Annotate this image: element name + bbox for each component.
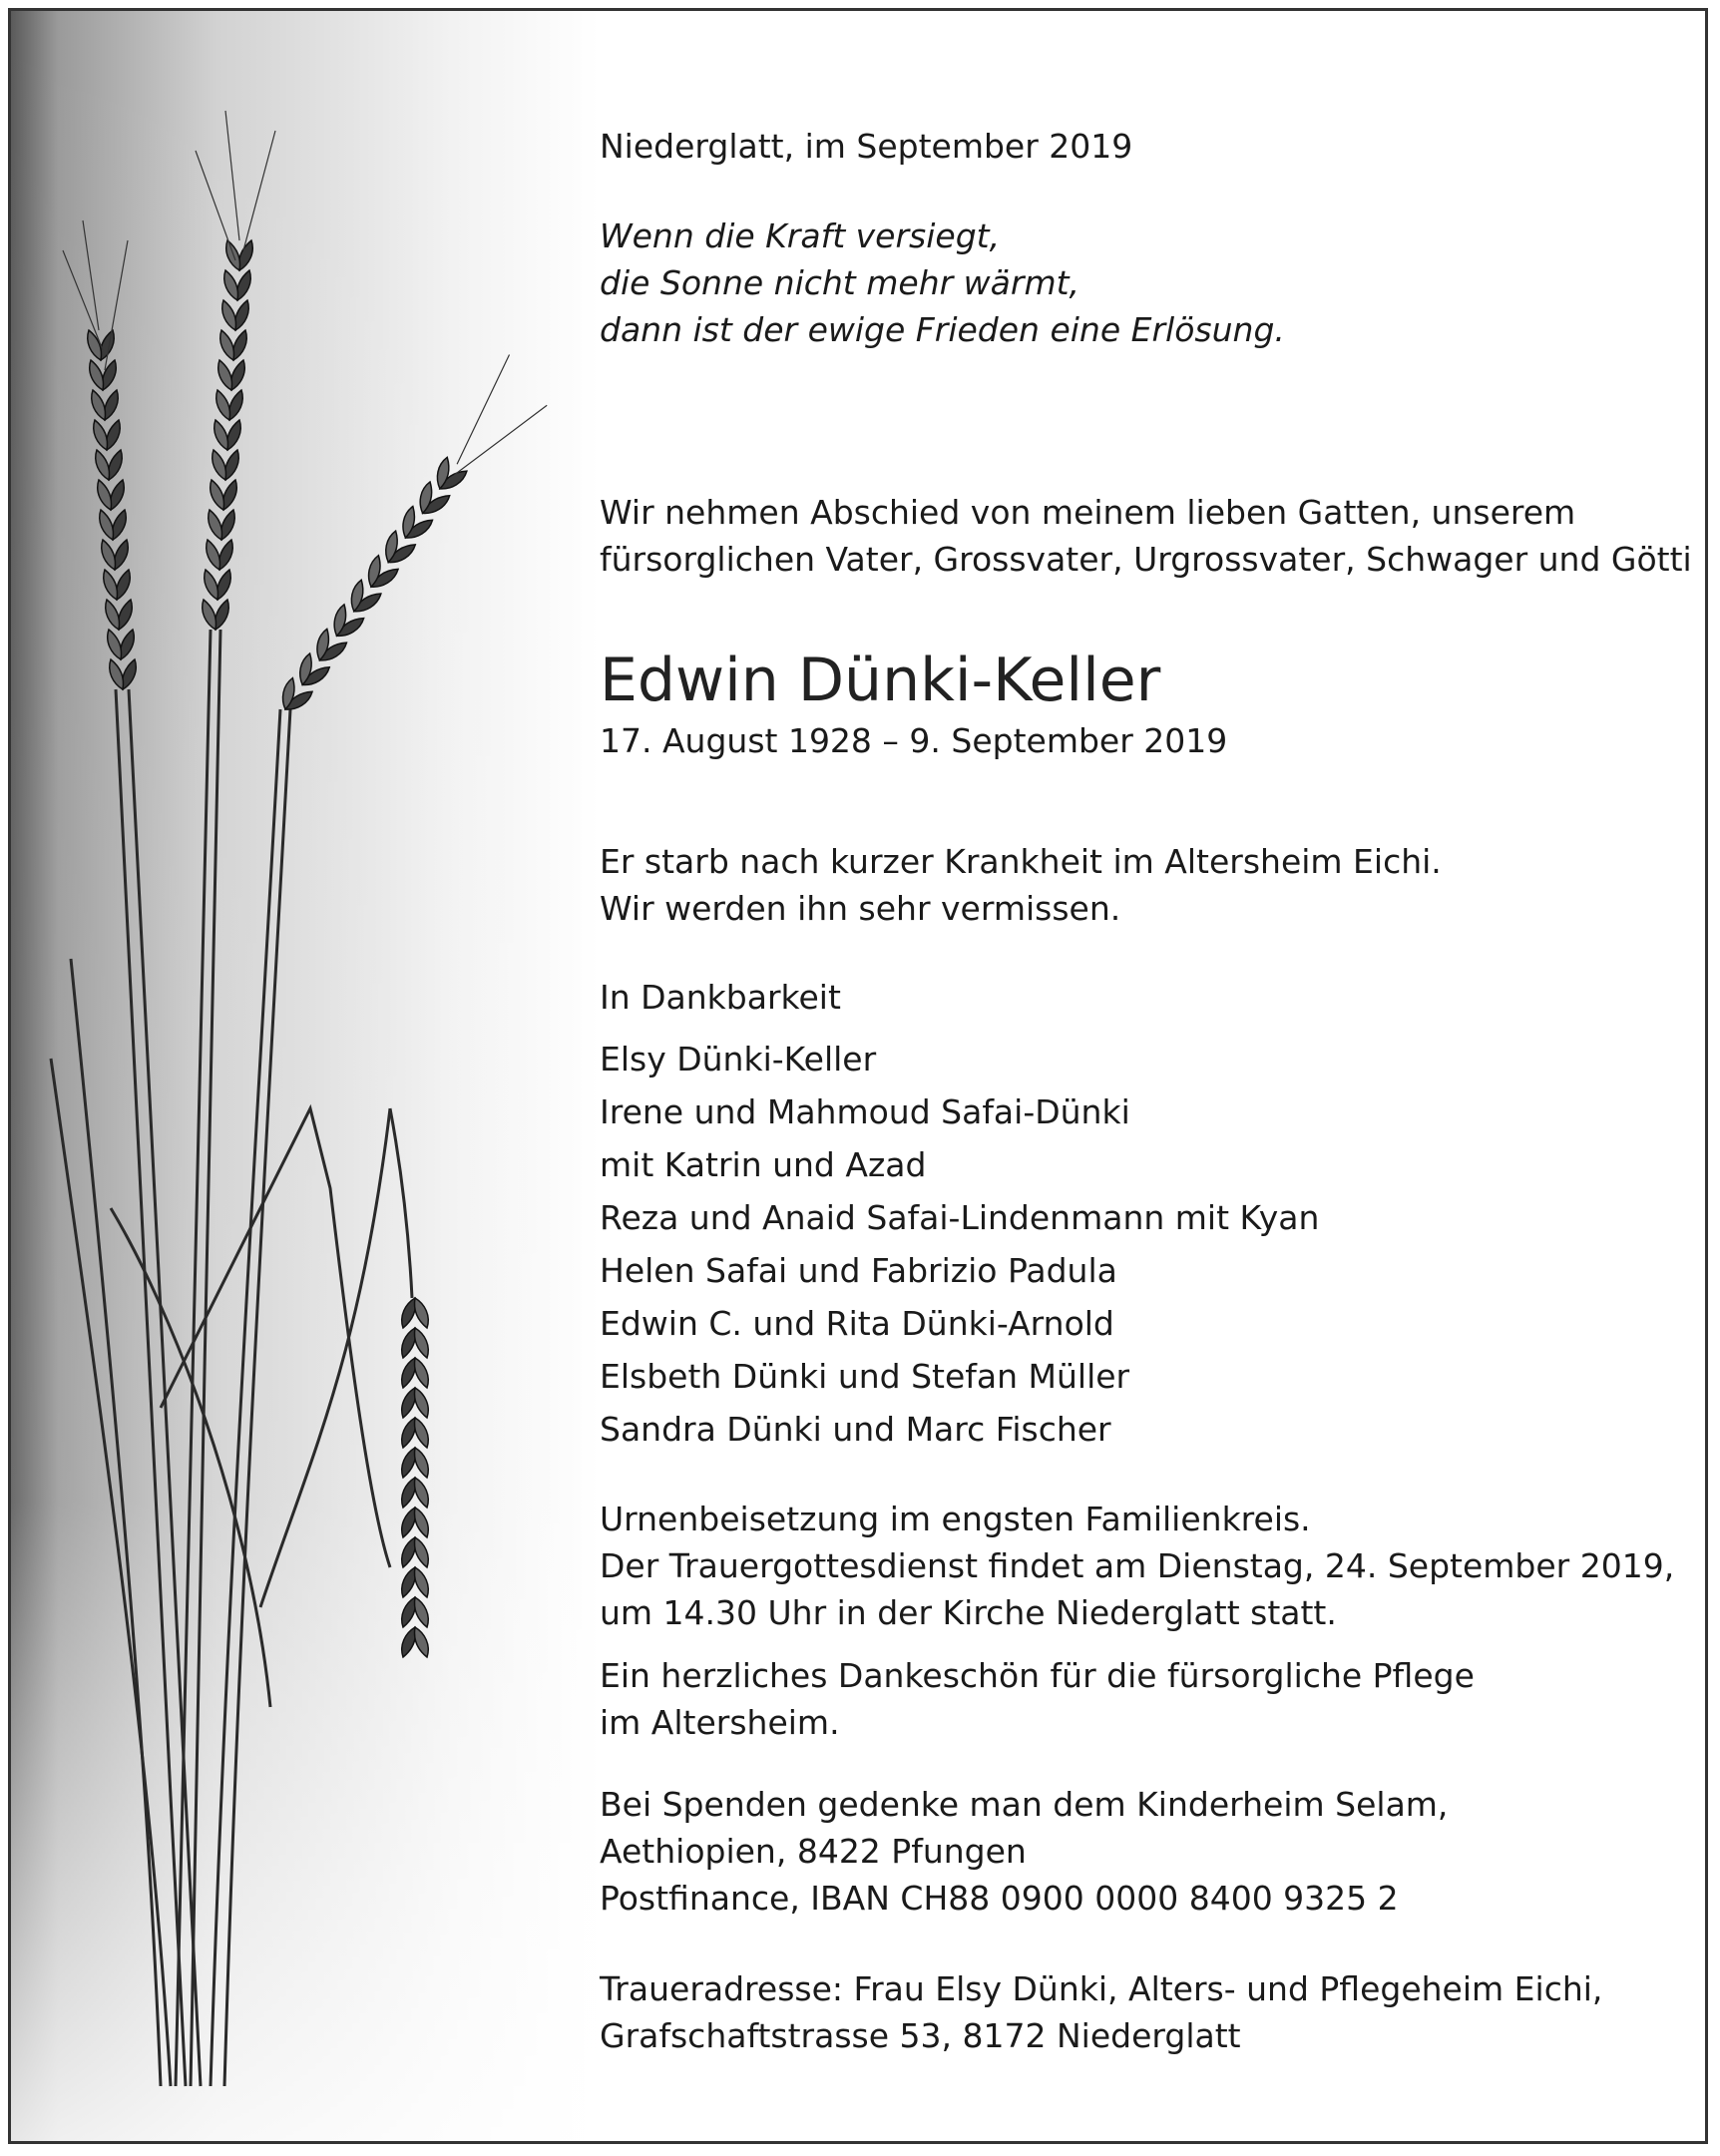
message-line: Er starb nach kurzer Krankheit im Altersheim Eichi. <box>600 842 1442 881</box>
wheat-ears-icon <box>11 11 600 2141</box>
intro-line: fürsorglichen Vater, Grossvater, Urgrossvater, Schwager und Götti <box>600 540 1692 579</box>
mourner: Helen Safai und Fabrizio Padula <box>600 1251 1117 1290</box>
intro-line: Wir nehmen Abschied von meinem lieben Gatten, unserem <box>600 493 1576 532</box>
service-line: Der Trauergottesdienst findet am Dienstag, 24. September 2019, <box>600 1546 1675 1585</box>
place-date: Niederglatt, im September 2019 <box>600 127 1133 166</box>
mourner: Edwin C. und Rita Dünki-Arnold <box>600 1304 1114 1343</box>
thanks-line: Ein herzliches Dankeschön für die fürsorgliche Pflege <box>600 1656 1475 1695</box>
mourner: Sandra Dünki und Marc Fischer <box>600 1410 1111 1449</box>
service-line: Urnenbeisetzung im engsten Familienkreis. <box>600 1500 1311 1538</box>
donation-line: Postfinance, IBAN CH88 0900 0000 8400 9325 2 <box>600 1879 1399 1918</box>
deceased-name: Edwin Dünki-Keller <box>600 646 1161 715</box>
donation-line: Bei Spenden gedenke man dem Kinderheim Selam, <box>600 1785 1449 1824</box>
mourner: Elsy Dünki-Keller <box>600 1040 877 1078</box>
donation-line: Aethiopien, 8422 Pfungen <box>600 1832 1027 1871</box>
poem-line: die Sonne nicht mehr wärmt, <box>600 263 1080 302</box>
thanks-line: im Altersheim. <box>600 1703 840 1742</box>
gratitude-label: In Dankbarkeit <box>600 978 841 1017</box>
poem-line: Wenn die Kraft versiegt, <box>600 216 1001 255</box>
mourner: mit Katrin und Azad <box>600 1145 927 1184</box>
poem-line: dann ist der ewige Frieden eine Erlösung. <box>600 310 1285 349</box>
address-line: Traueradresse: Frau Elsy Dünki, Alters- und Pflegeheim Eichi, <box>600 1969 1603 2008</box>
service-line: um 14.30 Uhr in der Kirche Niederglatt statt. <box>600 1593 1337 1632</box>
mourner: Irene und Mahmoud Safai-Dünki <box>600 1092 1130 1131</box>
address-line: Grafschaftstrasse 53, 8172 Niederglatt <box>600 2016 1241 2055</box>
mourner: Reza und Anaid Safai-Lindenmann mit Kyan <box>600 1198 1320 1237</box>
mourner: Elsbeth Dünki und Stefan Müller <box>600 1357 1130 1396</box>
life-dates: 17. August 1928 – 9. September 2019 <box>600 721 1228 760</box>
message-line: Wir werden ihn sehr vermissen. <box>600 889 1121 928</box>
